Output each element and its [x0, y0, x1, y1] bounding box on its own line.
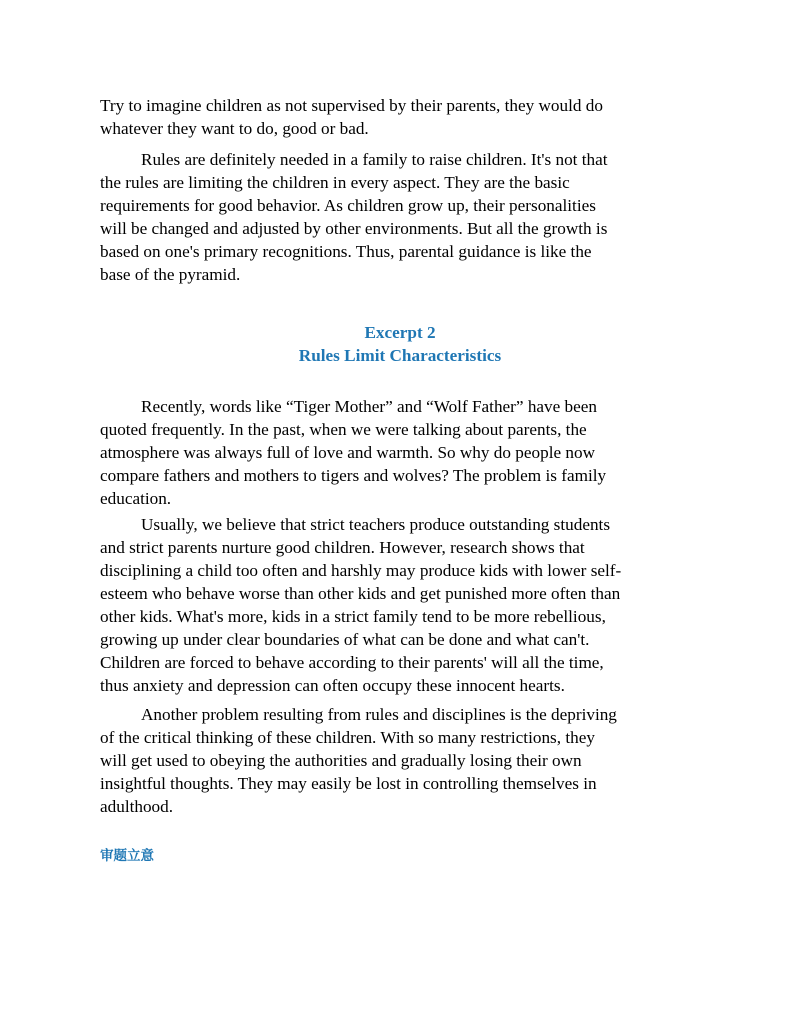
paragraph-line: requirements for good behavior. As children grow up, their personalities: [100, 196, 596, 215]
paragraph-line: education.: [100, 489, 172, 508]
paragraph-line: thus anxiety and depression can often occupy these innocent hearts.: [100, 676, 565, 695]
paragraph-line: the rules are limiting the children in every aspect. They are the basic: [100, 173, 570, 192]
paragraph-line: whatever they want to do, good or bad.: [100, 119, 369, 138]
paragraph-line: disciplining a child too often and harshly may produce kids with lower self-: [100, 561, 622, 580]
paragraph-4: [100, 513, 700, 697]
paragraph-1: [100, 94, 700, 140]
paragraph-2: [100, 148, 700, 286]
paragraph-line: insightful thoughts. They may easily be lost in controlling themselves in: [100, 774, 597, 793]
paragraph-line: base of the pyramid.: [100, 265, 241, 284]
paragraph-line: other kids. What's more, kids in a strict family tend to be more rebellious,: [100, 607, 606, 626]
paragraph-line: adulthood.: [100, 797, 174, 816]
paragraph-line: will be changed and adjusted by other environments. But all the growth is: [100, 219, 608, 238]
paragraph-line: of the critical thinking of these children. With so many restrictions, they: [100, 728, 595, 747]
paragraph-3: [100, 395, 700, 510]
paragraph-line: Rules are definitely needed in a family to raise children. It's not that: [141, 150, 608, 169]
paragraph-line: will get used to obeying the authorities and gradually losing their own: [100, 751, 582, 770]
paragraph-line: growing up under clear boundaries of what can be done and what can't.: [100, 630, 590, 649]
paragraph-line: Another problem resulting from rules and disciplines is the depriving: [141, 705, 617, 724]
paragraph-line: based on one's primary recognitions. Thus, parental guidance is like the: [100, 242, 592, 261]
section-label: 审题立意: [100, 848, 154, 864]
paragraph-line: and strict parents nurture good children. However, research shows that: [100, 538, 585, 557]
paragraph-line: Children are forced to behave according to their parents' will all the time,: [100, 653, 604, 672]
paragraph-line: compare fathers and mothers to tigers and wolves? The problem is family: [100, 466, 607, 485]
paragraph-line: Try to imagine children as not supervised by their parents, they would do: [100, 96, 603, 115]
paragraph-5: [100, 703, 700, 818]
paragraph-line: Recently, words like “Tiger Mother” and “Wolf Father” have been: [141, 397, 598, 416]
excerpt-number-heading: Excerpt 2: [364, 323, 436, 342]
paragraph-line: esteem who behave worse than other kids and get punished more often than: [100, 584, 621, 603]
paragraph-line: Usually, we believe that strict teachers produce outstanding students: [141, 515, 611, 534]
paragraph-line: quoted frequently. In the past, when we were talking about parents, the: [100, 420, 587, 439]
excerpt-title-heading: Rules Limit Characteristics: [298, 346, 502, 365]
paragraph-line: atmosphere was always full of love and warmth. So why do people now: [100, 443, 595, 462]
